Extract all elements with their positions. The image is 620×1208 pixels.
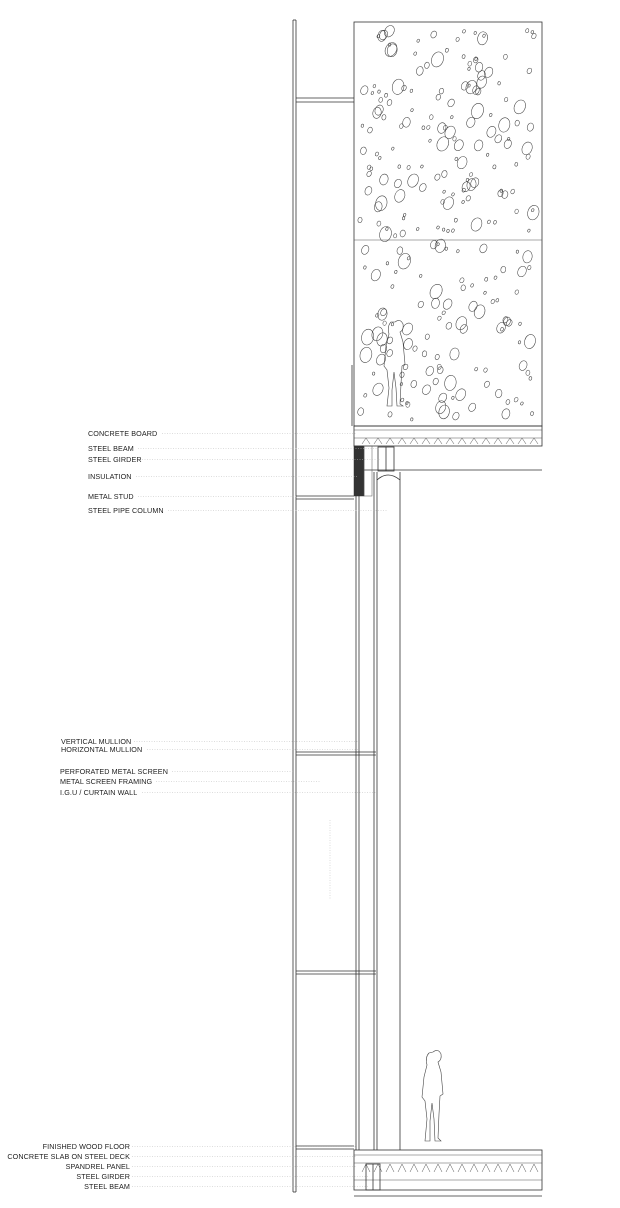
perforation-hole	[483, 380, 490, 388]
label-metal-stud: METAL STUD	[88, 492, 134, 501]
deck-rib	[518, 438, 526, 444]
perforation-hole	[432, 377, 439, 385]
label-steel-beam: STEEL BEAM	[88, 444, 134, 453]
deck-rib	[362, 438, 370, 444]
perforation-hole	[419, 274, 422, 278]
perforation-hole	[435, 135, 451, 153]
perforation-hole	[451, 396, 454, 400]
perforation-hole	[391, 147, 394, 151]
perforation-hole	[400, 398, 404, 403]
perforation-hole	[441, 297, 453, 310]
deck-rib	[482, 1164, 490, 1172]
deck-rib	[434, 438, 442, 444]
perforation-hole	[443, 124, 457, 140]
deck-rib	[518, 1164, 526, 1172]
perforation-hole	[402, 216, 405, 220]
perforation-hole	[456, 249, 459, 253]
perforation-hole	[412, 345, 418, 352]
deck-rib	[494, 438, 502, 444]
perforation-hole	[367, 127, 373, 134]
perforation-hole	[383, 40, 400, 58]
perforation-hole	[478, 243, 488, 254]
perforation-hole	[407, 165, 411, 170]
perforation-hole	[364, 185, 373, 196]
perforation-hole	[410, 89, 413, 93]
perforation-hole	[437, 366, 445, 375]
perforation-hole	[358, 346, 373, 364]
perforation-hole	[527, 229, 530, 233]
perforation-hole	[474, 31, 477, 35]
perforation-hole	[493, 134, 503, 144]
perforation-hole	[451, 411, 460, 421]
perforation-hole	[396, 246, 403, 255]
deck-rib	[434, 1164, 442, 1172]
perforation-hole	[386, 349, 394, 358]
perforation-hole	[462, 54, 466, 59]
perforation-hole	[402, 363, 408, 370]
perforation-hole	[460, 284, 466, 291]
perforation-hole	[500, 327, 504, 331]
perforation-hole	[363, 266, 366, 270]
perforation-hole	[425, 365, 436, 377]
label-vertical-mullion: VERTICAL MULLION	[61, 737, 132, 746]
perforation-hole	[474, 57, 477, 61]
perforation-hole	[421, 383, 433, 396]
perforation-hole	[424, 62, 430, 69]
perforation-hole	[500, 266, 506, 273]
perforation-hole	[504, 97, 509, 102]
perforation-hole	[426, 125, 431, 130]
perforation-hole	[487, 220, 491, 225]
deck-rib	[386, 1164, 394, 1172]
label-concrete-slab-on-steel-deck: CONCRETE SLAB ON STEEL DECK	[7, 1152, 130, 1161]
perforation-hole	[416, 66, 425, 76]
perforation-hole	[363, 393, 367, 398]
label-metal-screen-framing: METAL SCREEN FRAMING	[60, 777, 153, 786]
perforation-hole	[437, 122, 448, 134]
deck-rib	[374, 1164, 382, 1172]
label-steel-pipe-column: STEEL PIPE COLUMN	[88, 506, 164, 515]
perforation-hole	[357, 407, 365, 416]
perforation-hole	[464, 79, 479, 96]
perforation-hole	[454, 218, 458, 222]
perforation-hole	[371, 381, 385, 397]
perforation-hole	[451, 192, 455, 196]
perforation-hole	[443, 374, 457, 391]
perforation-hole	[442, 190, 446, 194]
perforation-hole	[470, 283, 474, 287]
perforation-hole	[495, 389, 503, 398]
label-insulation: INSULATION	[88, 472, 132, 481]
upper-floor-assembly	[354, 426, 542, 496]
perforation-hole	[436, 225, 440, 229]
perforation-hole	[497, 117, 511, 134]
perforation-hole	[493, 276, 497, 280]
perforation-hole	[459, 323, 469, 334]
perforation-hole	[520, 402, 524, 406]
perforation-hole	[370, 325, 384, 342]
perforation-hole	[462, 29, 466, 34]
perforation-hole	[455, 37, 459, 42]
perforation-hole	[512, 98, 528, 116]
perforation-hole	[422, 126, 426, 130]
perforation-hole	[400, 382, 403, 386]
perforation-hole	[501, 408, 511, 420]
perforation-hole	[450, 115, 454, 119]
perforation-hole	[467, 61, 472, 67]
perforation-hole	[393, 233, 397, 238]
deck-rib	[386, 438, 394, 444]
perforation-hole	[516, 265, 528, 278]
perforation-hole	[523, 333, 537, 350]
perforation-hole	[399, 123, 404, 128]
perforation-hole	[514, 289, 519, 295]
perforation-hole	[383, 321, 387, 326]
perforation-hole	[513, 397, 518, 403]
perforation-hole	[467, 84, 470, 88]
label-spandrel-panel: SPANDREL PANEL	[65, 1162, 130, 1171]
perforation-hole	[442, 228, 445, 232]
perforation-hole	[497, 189, 504, 197]
perforation-hole	[525, 28, 529, 33]
deck-rib	[506, 438, 514, 444]
perforation-hole	[369, 268, 382, 282]
perforation-hole	[530, 411, 534, 415]
perforation-hole	[379, 308, 387, 317]
perforation-hole	[492, 165, 496, 170]
person-figure-upper	[384, 320, 405, 406]
perforation-hole	[525, 370, 530, 376]
perforation-hole	[381, 114, 386, 120]
deck-rib	[482, 438, 490, 444]
perforation-hole	[434, 173, 441, 181]
perforation-hole	[410, 418, 413, 422]
perforation-hole	[373, 201, 383, 213]
deck-rib	[446, 1164, 454, 1172]
perforation-hole	[498, 81, 501, 85]
perforation-hole	[454, 315, 469, 332]
perforation-hole	[466, 178, 477, 192]
deck-rib	[470, 1164, 478, 1172]
perforation-hole	[474, 62, 483, 73]
perforation-hole	[371, 91, 375, 95]
perforation-hole	[431, 297, 441, 309]
perforation-hole	[440, 199, 445, 204]
perforation-hole	[435, 94, 441, 101]
perforation-hole	[522, 250, 533, 264]
perforation-hole	[482, 34, 485, 38]
perforation-hole	[526, 122, 534, 132]
perforation-hole	[422, 350, 428, 357]
perforation-hole	[445, 321, 453, 330]
label-finished-wood-floor: FINISHED WOOD FLOOR	[42, 1142, 130, 1151]
perforation-hole	[357, 217, 362, 223]
perforation-hole	[484, 277, 488, 282]
perforation-hole	[518, 340, 521, 344]
deck-rib	[398, 438, 406, 444]
perforation-hole	[366, 170, 372, 177]
deck-rib	[422, 1164, 430, 1172]
perforation-hole	[372, 106, 383, 119]
perforation-hole	[373, 84, 376, 88]
perforation-hole	[437, 315, 442, 320]
perforation-hole	[398, 165, 402, 169]
perforation-hole	[529, 376, 533, 380]
perforation-hole	[393, 188, 407, 204]
perforation-hole	[445, 48, 449, 53]
perforation-hole	[469, 172, 474, 177]
perforation-hole	[473, 304, 487, 320]
perforation-hole	[429, 50, 445, 69]
deck-rib	[458, 438, 466, 444]
label-perforated-metal-screen: PERFORATED METAL SCREEN	[60, 767, 168, 776]
perforation-hole	[429, 114, 433, 119]
perforation-hole	[387, 411, 392, 417]
perforation-hole	[514, 209, 518, 214]
perforation-hole	[465, 116, 476, 129]
perforation-hole	[377, 90, 380, 94]
perforation-hole	[434, 354, 440, 360]
deck-rib	[506, 1164, 514, 1172]
perforated-panel	[354, 22, 542, 426]
label-steel-girder-lower: STEEL GIRDER	[76, 1172, 130, 1181]
label-concrete-board: CONCRETE BOARD	[88, 429, 158, 438]
perforation-hole	[477, 31, 489, 46]
perforation-hole	[378, 225, 393, 243]
perforation-hole	[378, 156, 381, 160]
perforation-hole	[406, 172, 421, 189]
perforation-hole	[416, 227, 419, 231]
perforation-hole	[486, 153, 489, 157]
label-horizontal-mullion: HORIZONTAL MULLION	[61, 745, 143, 754]
perforation-hole	[360, 146, 367, 155]
perforation-hole	[465, 195, 471, 202]
perforation-hole	[438, 88, 444, 95]
label-steel-girder: STEEL GIRDER	[88, 455, 142, 464]
perforation-hole	[413, 51, 417, 55]
deck-rib	[446, 438, 454, 444]
deck-rib	[398, 1164, 406, 1172]
perforation-hole	[515, 120, 520, 127]
perforation-hole	[375, 313, 380, 318]
perforation-hole	[467, 67, 470, 71]
perforation-hole	[360, 244, 370, 255]
perforation-hole	[418, 182, 427, 192]
deck-rib	[410, 1164, 418, 1172]
perforation-hole	[410, 108, 413, 112]
perforation-hole	[520, 140, 534, 156]
perforation-hole	[390, 284, 394, 289]
perforation-hole	[516, 250, 519, 254]
perforation-hole	[366, 164, 371, 170]
perforation-hole	[467, 402, 477, 413]
perforation-hole	[428, 139, 431, 143]
perforation-hole	[384, 93, 388, 98]
deck-rib	[530, 1164, 538, 1172]
perforation-hole	[531, 208, 535, 212]
perforation-hole	[425, 333, 430, 339]
perforation-hole	[441, 310, 446, 315]
perforation-hole	[469, 176, 480, 188]
perforation-hole	[490, 299, 495, 305]
perforation-hole	[434, 238, 447, 253]
perforation-hole	[483, 291, 487, 295]
perforation-hole	[378, 97, 383, 103]
perforation-hole	[386, 261, 389, 265]
perforation-hole	[473, 139, 484, 152]
perforation-hole	[399, 229, 406, 237]
perforation-hole	[483, 367, 488, 372]
perforation-hole	[510, 189, 515, 195]
perforation-hole	[399, 372, 405, 379]
perforation-hole	[393, 178, 403, 189]
perforation-hole	[430, 30, 438, 39]
perforation-hole	[378, 173, 389, 186]
label-steel-beam-lower: STEEL BEAM	[84, 1182, 130, 1191]
perforation-hole	[526, 204, 541, 221]
perforation-hole	[503, 54, 508, 60]
perforation-hole	[526, 67, 533, 74]
perforation-hole	[391, 78, 405, 95]
perforation-hole	[394, 270, 397, 274]
perforation-hole	[420, 164, 424, 168]
perforation-hole	[446, 98, 455, 108]
perforation-hole	[446, 229, 449, 233]
perforation-hole	[466, 178, 469, 182]
perforation-hole	[459, 277, 465, 283]
perforation-hole	[449, 347, 461, 361]
deck-rib	[374, 438, 382, 444]
middle-labels	[60, 737, 376, 797]
perforation-hole	[518, 360, 529, 372]
perforation-hole	[361, 124, 364, 128]
perforation-hole	[386, 99, 392, 106]
perforation-hole	[376, 221, 381, 227]
perforation-hole	[495, 298, 499, 302]
perforation-hole	[514, 162, 518, 166]
label-igu-curtain-wall: I.G.U / CURTAIN WALL	[60, 788, 138, 797]
perforation-hole	[410, 380, 418, 389]
perforation-hole	[505, 399, 510, 405]
person-figure-lower	[422, 1050, 443, 1141]
perforation-hole	[489, 113, 493, 117]
deck-rib	[410, 438, 418, 444]
perforation-hole	[403, 213, 406, 217]
perforation-hole	[493, 220, 497, 225]
perforation-hole	[436, 242, 440, 246]
perforation-hole	[518, 322, 521, 326]
perforation-hole	[385, 227, 388, 231]
deck-rib	[458, 1164, 466, 1172]
perforation-hole	[451, 228, 455, 232]
perforation-hole	[527, 265, 531, 270]
perforation-hole	[454, 387, 468, 402]
deck-rib	[530, 438, 538, 444]
perforation-hole	[438, 404, 451, 420]
perforation-hole	[417, 300, 425, 308]
perforation-hole	[507, 137, 510, 141]
perforation-hole	[359, 85, 369, 96]
perforation-hole	[469, 216, 484, 233]
upper-labels	[88, 429, 388, 515]
perforation-hole	[372, 372, 375, 376]
outer-screen	[293, 20, 376, 1192]
deck-rib	[470, 438, 478, 444]
deck-rib	[422, 438, 430, 444]
perforation-hole	[441, 170, 448, 178]
deck-rib	[494, 1164, 502, 1172]
perforation-hole	[396, 252, 412, 271]
perforation-hole	[391, 322, 394, 326]
perforation-hole	[453, 138, 466, 152]
perforation-hole	[416, 39, 420, 43]
perforation-hole	[441, 195, 455, 211]
perforation-hole	[375, 152, 379, 157]
perforation-hole	[461, 200, 465, 204]
lower-floor-assembly	[354, 1150, 542, 1196]
perforation-hole	[474, 367, 478, 372]
